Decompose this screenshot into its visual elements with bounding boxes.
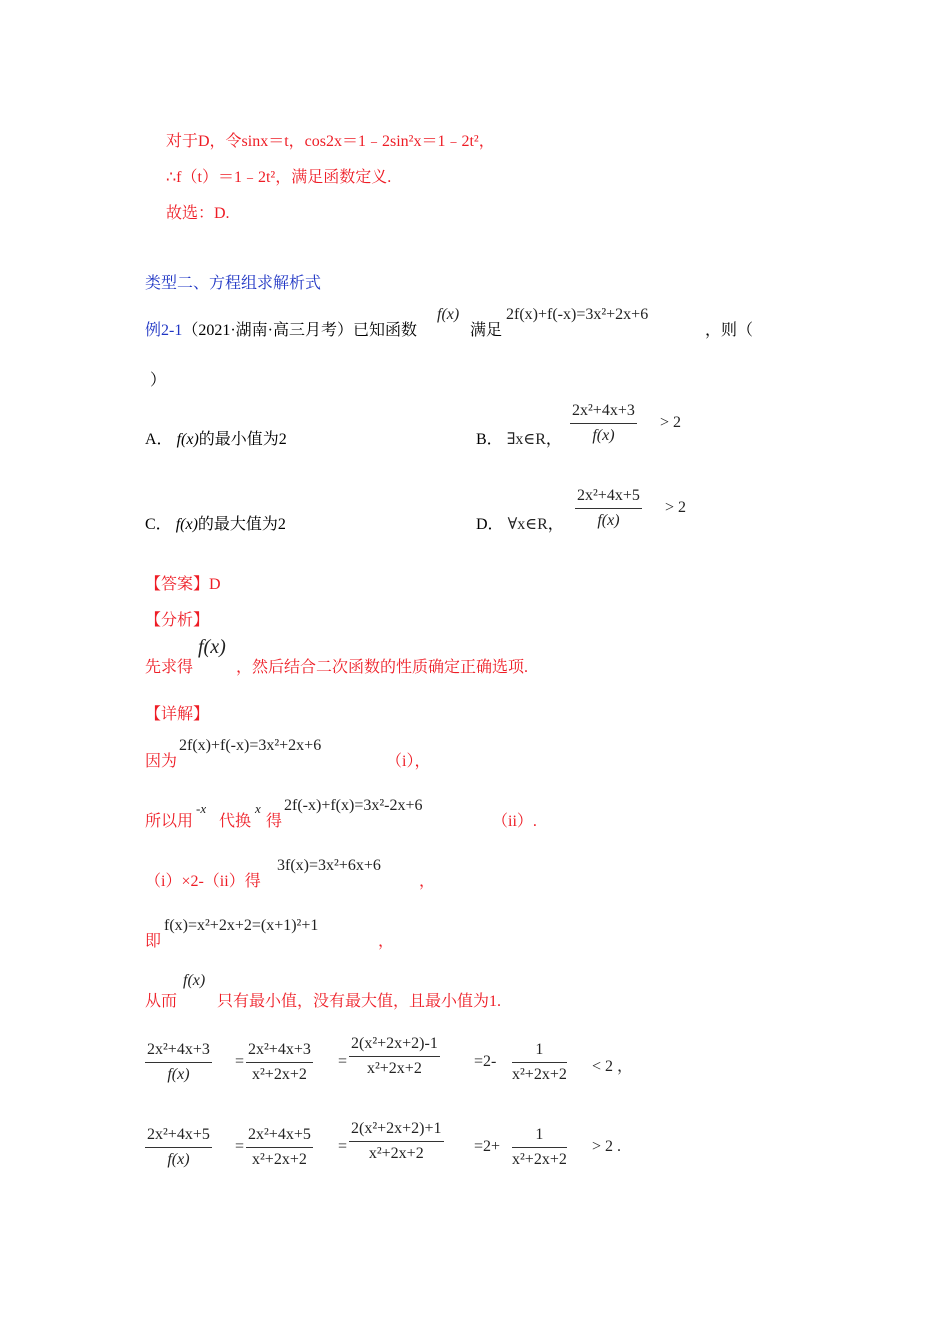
example-source: （2021·湖南·高三月考）	[182, 322, 354, 339]
detail-s3-pre: （i）×2-（ii）得	[145, 873, 261, 890]
analysis-pre: 先求得	[145, 659, 194, 676]
chain2-mid: =2+	[474, 1138, 501, 1155]
solution-line-2: ∴f（t）＝1﹣2t²，满足函数定义.	[166, 169, 392, 186]
detail-s4-end: ，	[378, 933, 395, 950]
example-text-b: 满足	[470, 322, 503, 339]
detail-s2-x: x	[255, 801, 261, 816]
chain1-mid: =2-	[474, 1053, 497, 1070]
chain2-end: > 2 .	[592, 1138, 622, 1155]
option-c	[145, 511, 286, 534]
analysis-fx: f(x)	[198, 636, 226, 658]
example-equation: 2f(x)+f(-x)=3x²+2x+6	[506, 306, 649, 323]
detail-s3-equation: 3f(x)=3x²+6x+6	[277, 857, 381, 874]
detail-s3-end: ，	[419, 873, 436, 890]
detail-s2-pre: 所以用	[145, 813, 194, 830]
detail-s4-pre: 即	[145, 933, 162, 950]
detail-s2-mid: 代换	[219, 813, 252, 830]
option-b-quantifier: ∃x∈R	[506, 431, 546, 448]
chain1-fraction-3: $\frac{\text{2(x²+2x+2)-1}}{\text{x²+2x+2}}$	[351, 1035, 438, 1077]
detail-s2-equation: 2f(-x)+f(x)=3x²-2x+6	[284, 797, 423, 814]
detail-s5-pre: 从而	[145, 993, 178, 1010]
chain1-eq-1: =	[235, 1053, 245, 1070]
chain2-fraction-3: $\frac{\text{2(x²+2x+2)+1}}{\text{x²+2x+2}}$	[351, 1120, 442, 1162]
detail-s2-tag: （ii）.	[492, 813, 537, 830]
detail-s2-negx: -x	[196, 801, 207, 816]
answer-value: D	[209, 576, 221, 593]
answer-label: 【答案】	[145, 576, 210, 593]
detail-s1-tag: （i），	[386, 753, 431, 770]
example-line	[145, 317, 417, 340]
analysis-post: ，然后结合二次函数的性质确定正确选项.	[236, 659, 529, 676]
option-a-label: A．	[145, 431, 173, 448]
option-d-fraction	[575, 487, 642, 530]
example-text-a: 已知函数	[353, 322, 418, 339]
chain1-end: < 2 ，	[592, 1058, 634, 1075]
detail-s1-equation: 2f(x)+f(-x)=3x²+2x+6	[179, 737, 322, 754]
option-a	[145, 426, 287, 449]
section-title: 类型二、方程组求解析式	[145, 275, 322, 292]
option-b-sep: ，	[545, 431, 562, 448]
option-b-label: B．	[476, 431, 503, 448]
option-d-denominator: f(x)	[597, 512, 620, 529]
solution-line-1: 对于D，令sinx＝t，cos2x＝1﹣2sin²x＝1﹣2t²，	[166, 133, 495, 150]
chain1-eq-2: =	[338, 1053, 348, 1070]
solution-line-3: 故选：D.	[166, 205, 230, 222]
option-c-expr: f(x)	[175, 516, 198, 533]
example-fx: f(x)	[437, 306, 460, 323]
analysis-label: 【分析】	[145, 612, 210, 629]
option-d-sep: ，	[547, 516, 564, 533]
option-b	[476, 426, 562, 449]
detail-s5-post: 只有最小值，没有最大值，且最小值为1.	[217, 993, 502, 1010]
option-b-relation: > 2	[660, 414, 682, 431]
chain1-fraction-4: $\frac{1}{\text{x²+2x+2}}$	[512, 1041, 567, 1083]
option-d-relation: > 2	[665, 499, 687, 516]
chain2-eq-2: =	[338, 1138, 348, 1155]
option-b-denominator: f(x)	[592, 427, 615, 444]
chain1-fraction-1: $\frac{\text{2x²+4x+3}}{f(x)}$	[147, 1041, 210, 1083]
detail-s4-equation: f(x)=x²+2x+2=(x+1)²+1	[164, 917, 319, 934]
option-c-label: C．	[145, 516, 172, 533]
option-d-label: D．	[476, 516, 504, 533]
chain2-eq-1: =	[235, 1138, 245, 1155]
option-d	[476, 511, 564, 534]
chain2-fraction-4: $\frac{1}{\text{x²+2x+2}}$	[512, 1126, 567, 1168]
chain1-fraction-2: $\frac{\text{2x²+4x+3}}{\text{x²+2x+2}}$	[248, 1041, 311, 1083]
detail-s1-pre: 因为	[145, 753, 178, 770]
option-b-numerator: 2x²+4x+3	[570, 402, 637, 424]
example-close-paren: ）	[150, 372, 167, 389]
option-c-text: 的最大值为2	[197, 516, 286, 533]
option-a-text: 的最小值为2	[198, 431, 287, 448]
detail-s2-de: 得	[266, 813, 283, 830]
detail-label: 【详解】	[145, 706, 210, 723]
option-d-quantifier: ∀x∈R	[507, 516, 548, 533]
option-a-expr: f(x)	[176, 431, 199, 448]
detail-s5-fx: f(x)	[183, 972, 206, 989]
example-text-c: ，则（	[705, 322, 754, 339]
chain2-fraction-2: $\frac{\text{2x²+4x+5}}{\text{x²+2x+2}}$	[248, 1126, 311, 1168]
chain2-fraction-1: $\frac{\text{2x²+4x+5}}{f(x)}$	[147, 1126, 210, 1168]
answer-line	[145, 571, 221, 594]
option-d-numerator: 2x²+4x+5	[575, 487, 642, 509]
option-b-fraction	[570, 402, 637, 445]
example-label: 例2-1	[145, 322, 183, 339]
